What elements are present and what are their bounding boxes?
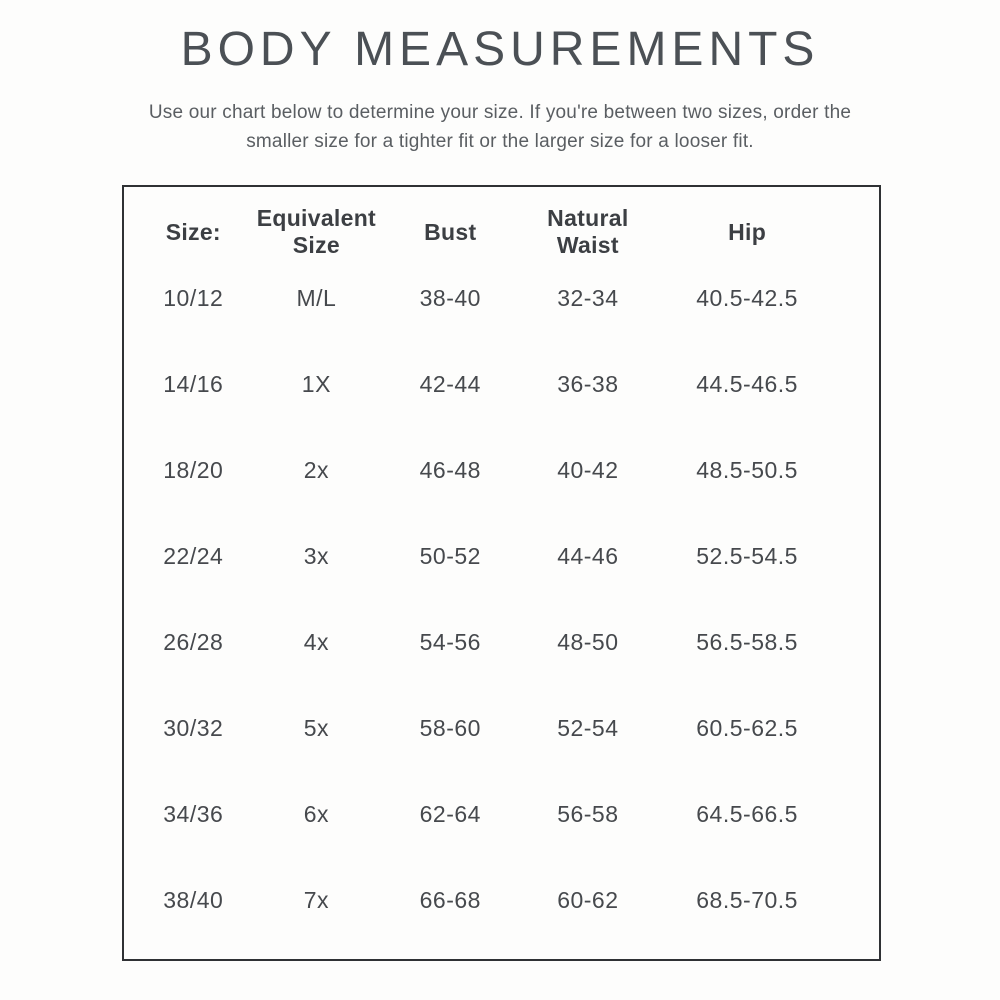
table-row xyxy=(139,427,834,513)
hip-value: 64.5-66.5 xyxy=(696,800,798,827)
size-value: 10/12 xyxy=(163,284,224,311)
size-value: 34/36 xyxy=(163,800,224,827)
equivalent-size-value: 4x xyxy=(303,628,330,655)
bust-value: 54-56 xyxy=(419,628,481,655)
bust-value: 46-48 xyxy=(419,456,481,483)
natural-waist-value: 40-42 xyxy=(557,456,619,483)
size-value: 26/28 xyxy=(163,628,224,655)
table-row xyxy=(139,513,834,599)
hip-value: 48.5-50.5 xyxy=(696,456,798,483)
equivalent-size-value: M/L xyxy=(296,284,337,311)
table-row xyxy=(139,771,834,857)
size-value: 30/32 xyxy=(163,714,224,741)
bust-value: 38-40 xyxy=(419,284,481,311)
equivalent-size-value: 7x xyxy=(303,886,330,913)
size-value: 38/40 xyxy=(163,886,224,913)
hip-value: 56.5-58.5 xyxy=(696,628,798,655)
column-header-size: Size: xyxy=(165,218,221,245)
table-row xyxy=(139,341,834,427)
natural-waist-value: 48-50 xyxy=(557,628,619,655)
hip-value: 60.5-62.5 xyxy=(696,714,798,741)
bust-value: 50-52 xyxy=(419,542,481,569)
table-header-row xyxy=(139,205,834,258)
table-row xyxy=(139,599,834,685)
natural-waist-value: 36-38 xyxy=(557,370,619,397)
equivalent-size-value: 6x xyxy=(303,800,330,827)
bust-value: 62-64 xyxy=(419,800,481,827)
natural-waist-value: 56-58 xyxy=(557,800,619,827)
natural-waist-value: 52-54 xyxy=(557,714,619,741)
column-header-natural-waist: Natural Waist xyxy=(547,205,629,258)
size-value: 22/24 xyxy=(163,542,224,569)
page-title: BODY MEASUREMENTS xyxy=(180,23,820,76)
natural-waist-value: 44-46 xyxy=(557,542,619,569)
hip-value: 40.5-42.5 xyxy=(696,284,798,311)
equivalent-size-value: 5x xyxy=(303,714,330,741)
hip-value: 68.5-70.5 xyxy=(696,886,798,913)
bust-value: 66-68 xyxy=(419,886,481,913)
column-header-hip: Hip xyxy=(728,218,767,245)
hip-value: 44.5-46.5 xyxy=(696,370,798,397)
bust-value: 58-60 xyxy=(419,714,481,741)
column-header-bust: Bust xyxy=(424,218,477,245)
size-value: 14/16 xyxy=(163,370,224,397)
hip-value: 52.5-54.5 xyxy=(696,542,798,569)
size-chart-table xyxy=(122,185,881,961)
subtitle-line-2: smaller size for a tighter fit or the larger size for a looser fit. xyxy=(246,131,754,152)
natural-waist-value: 32-34 xyxy=(557,284,619,311)
table-row xyxy=(139,685,834,771)
size-value: 18/20 xyxy=(163,456,224,483)
equivalent-size-value: 1X xyxy=(301,370,331,397)
equivalent-size-value: 2x xyxy=(303,456,330,483)
equivalent-size-value: 3x xyxy=(303,542,330,569)
subtitle-line-1: Use our chart below to determine your size. If you're between two sizes, order the xyxy=(148,102,852,123)
column-header-equivalent-size: Equivalent Size xyxy=(256,205,377,258)
bust-value: 42-44 xyxy=(419,370,481,397)
table-row xyxy=(139,857,834,943)
page-subtitle xyxy=(0,98,1000,156)
natural-waist-value: 60-62 xyxy=(557,886,619,913)
table-row xyxy=(139,255,834,341)
